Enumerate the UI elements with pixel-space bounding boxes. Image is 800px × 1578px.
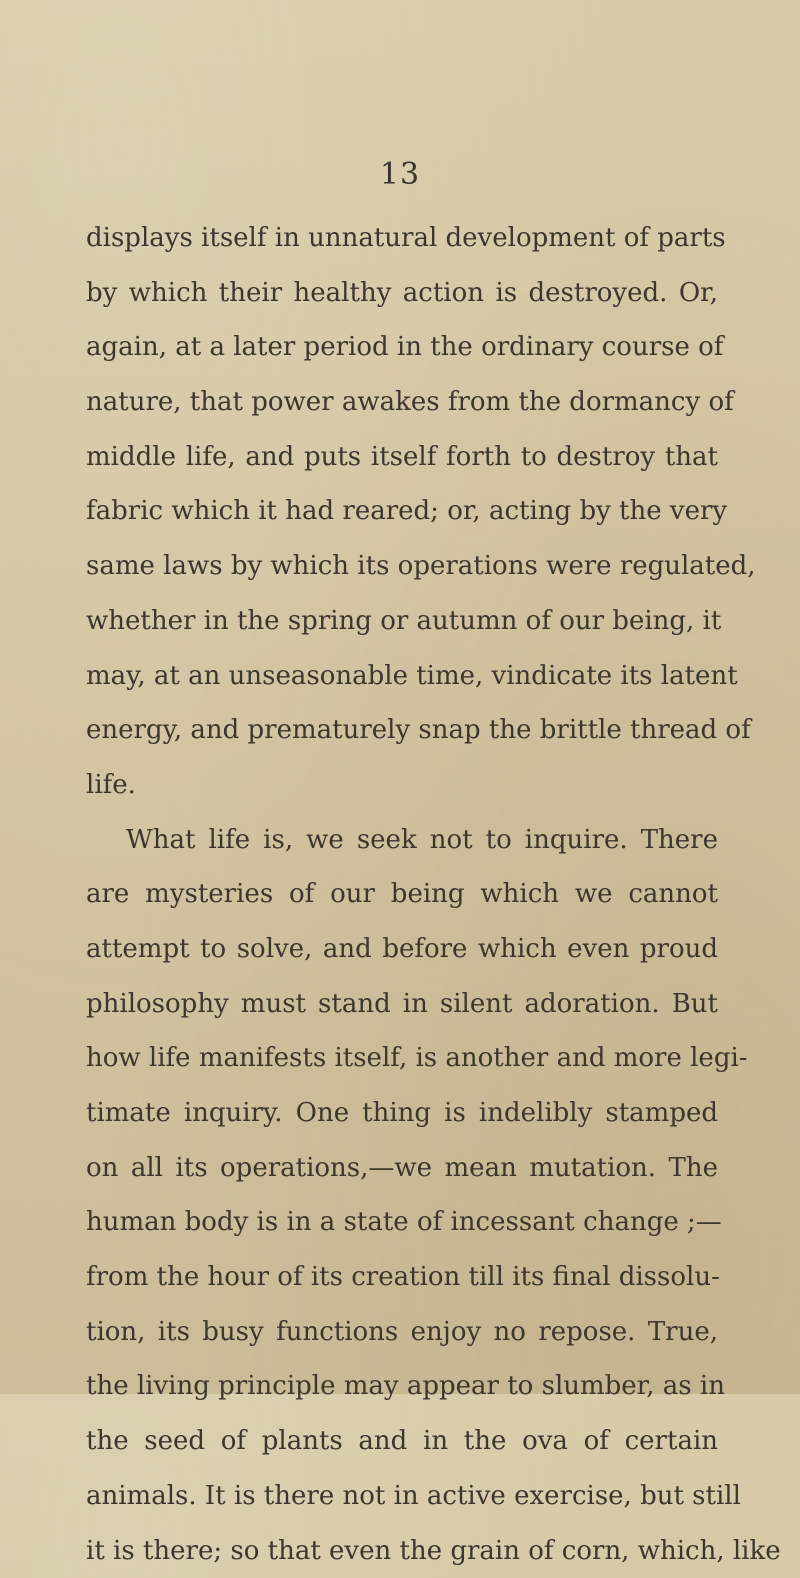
text-line: fabric which it had reared; or, acting by the very [86,484,718,539]
text-line: nature, that power awakes from the dormancy of [86,375,718,430]
text-line: What life is, we seek not to inquire. There [86,813,718,868]
text-line: the living principle may appear to slumber, as in [86,1359,718,1414]
text-line: tion, its busy functions enjoy no repose. True, [86,1305,718,1360]
text-line: it is there; so that even the grain of corn, which, like [86,1524,718,1578]
text-line: same laws by which its operations were regulated, [86,539,718,594]
text-line: timate inquiry. One thing is indelibly stamped [86,1086,718,1141]
text-line: whether in the spring or autumn of our being, it [86,594,718,649]
text-line: may, at an unseasonable time, vindicate its latent [86,649,718,704]
text-line: how life manifests itself, is another and more legi- [86,1031,718,1086]
text-line: the seed of plants and in the ova of certain [86,1414,718,1469]
text-line: animals. It is there not in active exercise, but still [86,1469,718,1524]
text-line: middle life, and puts itself forth to destroy that [86,430,718,485]
text-line: life. [86,758,718,813]
body-text [86,211,718,1578]
text-line: philosophy must stand in silent adoration. But [86,977,718,1032]
text-line: on all its operations,—we mean mutation. The [86,1141,718,1196]
text-line: again, at a later period in the ordinary course of [86,320,718,375]
text-line: attempt to solve, and before which even proud [86,922,718,977]
text-line: by which their healthy action is destroyed. Or, [86,266,718,321]
text-line: are mysteries of our being which we cannot [86,867,718,922]
text-line: energy, and prematurely snap the brittle thread of [86,703,718,758]
text-line: human body is in a state of incessant change ;— [86,1195,718,1250]
text-line: from the hour of its creation till its final dissolu- [86,1250,718,1305]
page-number: 13 [0,160,800,190]
text-line: displays itself in unnatural development of parts [86,211,718,266]
